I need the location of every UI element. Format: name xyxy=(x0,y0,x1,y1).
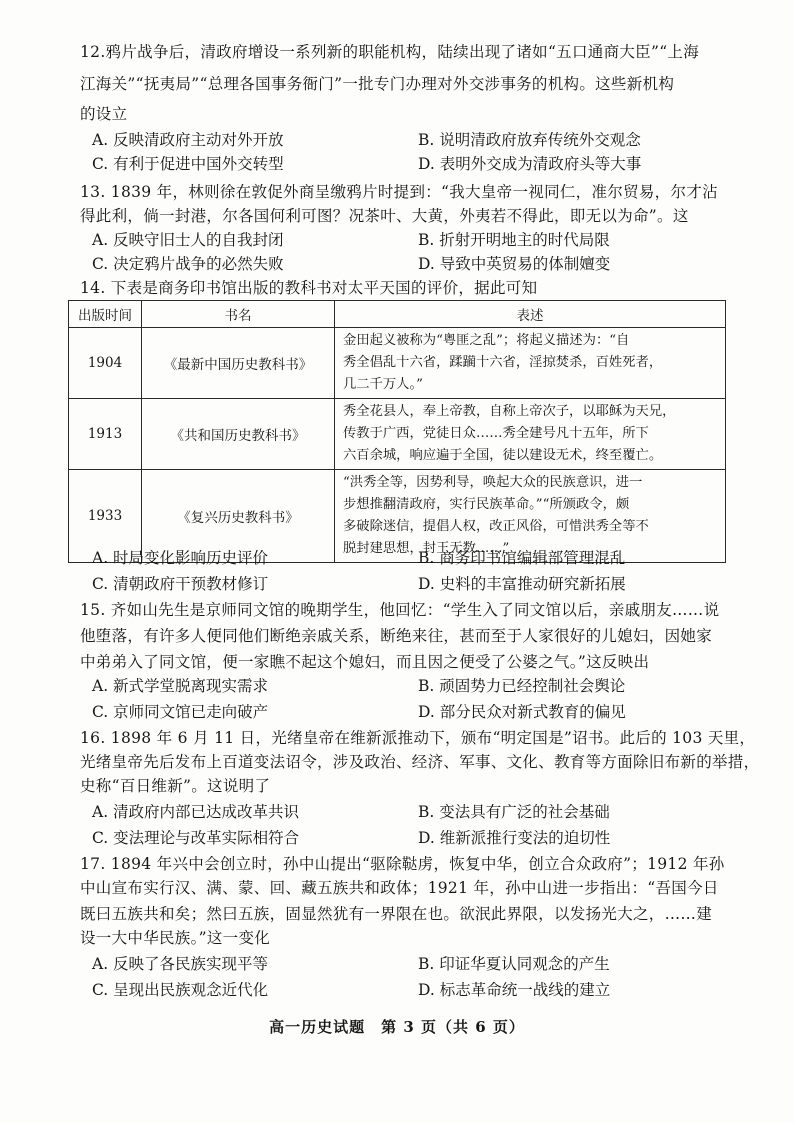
q12-stem-line: 江海关”“抚夷局”“总理各国事务衙门”一批专门办理对外交涉事务的机构。这些新机构 xyxy=(80,75,675,93)
q13-option-d: D. 导致中英贸易的体制嬗变 xyxy=(418,255,611,273)
q17-stem-line: 设一大中华民族。”这一变化 xyxy=(80,929,271,947)
q17-stem-line: 既曰五族共和矣；然曰五族，固显然犹有一界限在也。欲泯此界限，以发扬光大之，……建 xyxy=(80,905,713,923)
desc-line: 几二千万人。” xyxy=(343,377,423,392)
q16-option-a: A. 清政府内部已达成改革共识 xyxy=(92,803,300,821)
q12-option-c: C. 有利于促进中国外交转型 xyxy=(92,155,284,173)
q15-stem-line: 他堕落，有许多人便同他们断绝亲戚关系，断绝来往，甚而至于人家很好的儿媳妇，因她家 xyxy=(80,627,713,645)
q15-option-a: A. 新式学堂脱离现实需求 xyxy=(92,677,269,695)
row-book: 《共和国历史教科书》 xyxy=(142,399,335,470)
q17-option-c: C. 呈现出民族观念近代化 xyxy=(92,981,269,999)
desc-line: 六百余城，响应遍于全国，徒以建设无术，终至覆亡。 xyxy=(343,448,663,463)
q12-stem-line: 12.鸦片战争后，清政府增设一系列新的职能机构，陆续出现了诸如“五口通商大臣”“上海 xyxy=(80,43,700,61)
table-row xyxy=(69,399,726,470)
q13-stem-line: 得此利，倘一封港，尔各国何利可图？况茶叶、大黄，外夷若不得此，即无以为命”。这 xyxy=(80,207,689,225)
table-row xyxy=(69,328,726,399)
row-year: 1913 xyxy=(69,399,142,470)
q12-stem-line: 的设立 xyxy=(80,105,128,123)
desc-line: 脱封建思想，封王无数……” xyxy=(343,541,510,556)
q15-stem-line: 中弟弟入了同文馆，便一家瞧不起这个媳妇，而且因之便受了公婆之气。”这反映出 xyxy=(80,653,650,671)
row-book: 《复兴历史教科书》 xyxy=(142,470,335,563)
header-desc: 表述 xyxy=(335,301,726,328)
q14-option-a: A. 时局变化影响历史评价 xyxy=(92,549,269,567)
page-footer: 高一历史试题 第 3 页（共 6 页） xyxy=(269,1018,525,1036)
q17-option-a: A. 反映了各民族实现平等 xyxy=(92,955,269,973)
q14-stem: 14. 下表是商务印书馆出版的教科书对太平天国的评价，据此可知 xyxy=(80,279,538,297)
q14-option-d: D. 史料的丰富推动研究新拓展 xyxy=(418,575,626,593)
q15-option-d: D. 部分民众对新式教育的偏见 xyxy=(418,703,626,721)
q17-option-b: B. 印证华夏认同观念的产生 xyxy=(418,955,610,973)
q17-stem-line: 17. 1894 年兴中会创立时，孙中山提出“驱除鞑虏，恢复中华，创立合众政府”；1912 年孙 xyxy=(80,855,725,873)
q17-stem-line: 中山宣布实行汉、满、蒙、回、藏五族共和政体；1921 年，孙中山进一步指出：“吾国今日 xyxy=(80,879,719,897)
desc-line: 步想推翻清政府，实行民族革命。”“所颁政令，颇 xyxy=(343,497,630,512)
q15-option-c: C. 京师同文馆已走向破产 xyxy=(92,703,269,721)
row-book: 《最新中国历史教科书》 xyxy=(142,328,335,399)
q16-stem-line: 光绪皇帝先后发布上百道变法诏令，涉及政治、经济、军事、文化、教育等方面除旧布新的举措， xyxy=(80,753,760,771)
row-year: 1933 xyxy=(69,470,142,563)
q12-option-a: A. 反映清政府主动对外开放 xyxy=(92,131,284,149)
q16-stem-line: 史称“百日维新”。这说明了 xyxy=(80,777,271,795)
q13-option-b: B. 折射开明地主的时代局限 xyxy=(418,231,610,249)
q14-option-c: C. 清朝政府干预教材修订 xyxy=(92,575,269,593)
q14-table xyxy=(68,300,726,563)
desc-line: 金田起义被称为“粤匪之乱”；将起义描述为：“自 xyxy=(343,333,630,348)
desc-line: 秀全花县人，奉上帝教，自称上帝次子，以耶稣为天兄， xyxy=(343,404,676,419)
desc-line: 秀全倡乱十六省，蹂躏十六省，淫掠焚杀，百姓死者， xyxy=(343,355,663,370)
header-book: 书名 xyxy=(142,301,335,328)
q13-stem-line: 13. 1839 年，林则徐在敦促外商呈缴鸦片时提到：“我大皇帝一视同仁，准尔贸易，尔才沾 xyxy=(80,183,718,201)
desc-line: “洪秀全等，因势利导，唤起大众的民族意识，进一 xyxy=(343,475,643,490)
desc-line: 传教于广西，党徒日众……秀全建号凡十五年，所下 xyxy=(343,426,649,441)
q12-option-b: B. 说明清政府放弃传统外交观念 xyxy=(418,131,641,149)
q16-option-b: B. 变法具有广泛的社会基础 xyxy=(418,803,610,821)
q13-option-c: C. 决定鸦片战争的必然失败 xyxy=(92,255,284,273)
q13-option-a: A. 反映守旧士人的自我封闭 xyxy=(92,231,284,249)
q16-option-c: C. 变法理论与改革实际相符合 xyxy=(92,829,300,847)
row-desc xyxy=(335,328,726,399)
q14-option-b: B. 商务印书馆编辑部管理混乱 xyxy=(418,549,626,567)
desc-line: 多破除迷信，提倡人权，改正风俗，可惜洪秀全等不 xyxy=(343,519,649,534)
header-year: 出版时间 xyxy=(69,301,142,328)
q16-stem-line: 16. 1898 年 6 月 11 日，光绪皇帝在维新派推动下，颁布“明定国是”诏书。此后的 103 天里， xyxy=(80,729,756,747)
q12-option-d: D. 表明外交成为清政府头等大事 xyxy=(418,155,642,173)
q15-stem-line: 15. 齐如山先生是京师同文馆的晚期学生，他回忆：“学生入了同文馆以后，亲戚朋友……说 xyxy=(80,601,720,619)
q15-option-b: B. 顽固势力已经控制社会舆论 xyxy=(418,677,626,695)
q16-option-d: D. 维新派推行变法的迫切性 xyxy=(418,829,611,847)
table-header-row xyxy=(69,301,726,328)
q17-option-d: D. 标志革命统一战线的建立 xyxy=(418,981,611,999)
row-year: 1904 xyxy=(69,328,142,399)
row-desc xyxy=(335,399,726,470)
